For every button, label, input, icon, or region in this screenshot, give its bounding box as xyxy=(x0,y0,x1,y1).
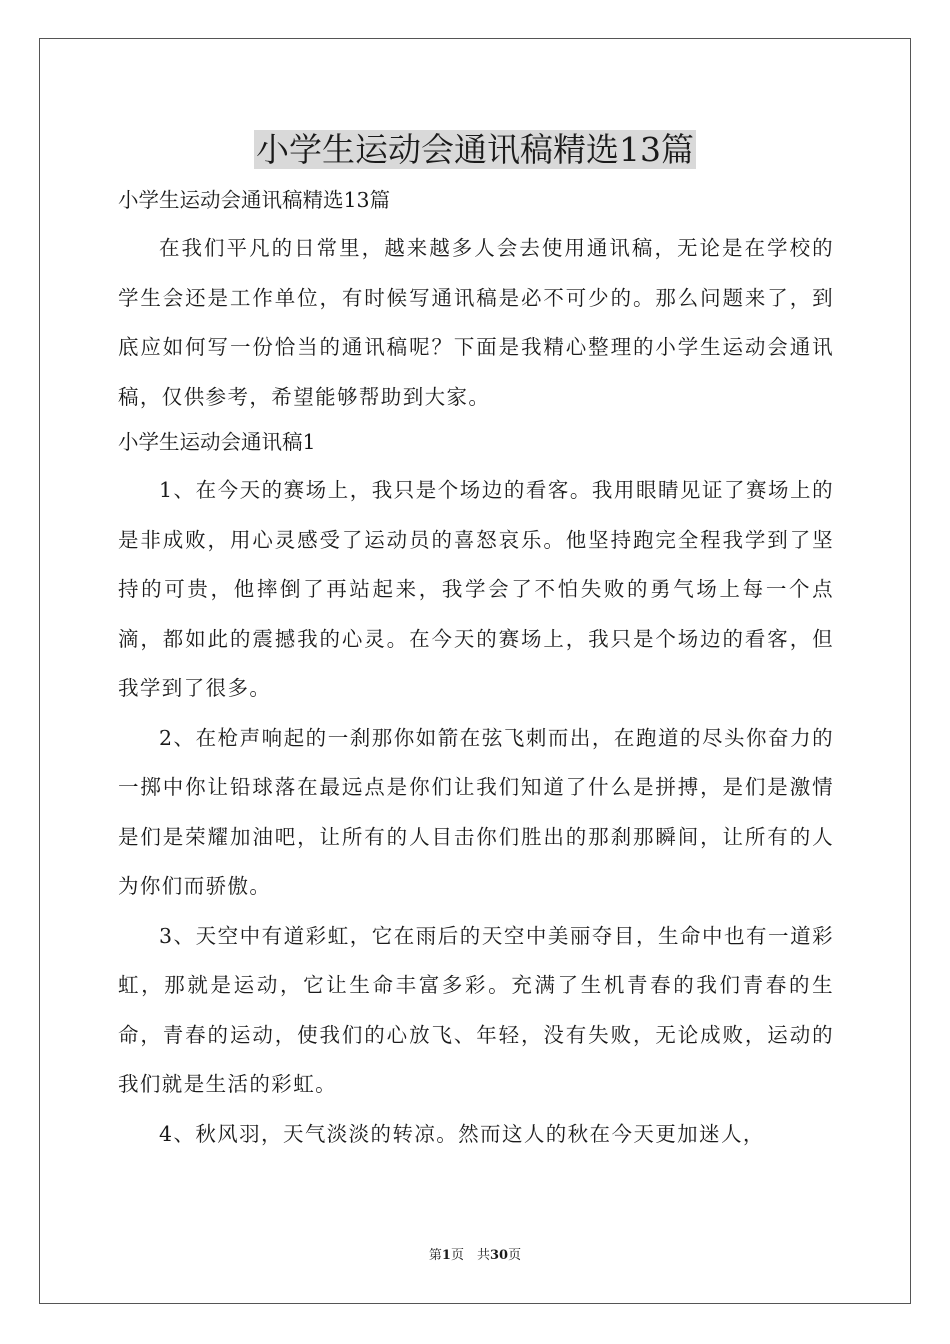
paragraph-1: 1、在今天的赛场上，我只是个场边的看客。我用眼睛见证了赛场上的是非成败，用心灵感受了运动员的喜怒哀乐。他坚持跑完全程我学到了坚持的可贵，他摔倒了再站起来，我学会了不怕失败的勇气场上每一个点滴，都如此的震撼我的心灵。在今天的赛场上，我只是个场边的看客，但我学到了很多。 xyxy=(118,478,834,700)
footer-page-suffix: 页 xyxy=(508,1248,522,1263)
section-heading: 小学生运动会通讯稿1 xyxy=(118,430,316,454)
paragraph-2: 2、在枪声响起的一刹那你如箭在弦飞刺而出，在跑道的尽头你奋力的一掷中你让铅球落在最远点是你们让我们知道了什么是拼搏，是们是激情是们是荣耀加油吧，让所有的人目击你们胜出的那刹那瞬间，让所有的人为你们而骄傲。 xyxy=(118,725,834,898)
document-title-text: 小学生运动会通讯稿精选13篇 xyxy=(256,130,694,169)
footer-page-prefix: 第 xyxy=(428,1248,442,1263)
document-subtitle: 小学生运动会通讯稿精选13篇 xyxy=(118,188,391,212)
document-body xyxy=(118,180,834,1159)
footer-total-pages: 30 xyxy=(489,1248,509,1263)
intro-paragraph: 在我们平凡的日常里，越来越多人会去使用通讯稿，无论是在学校的学生会还是工作单位，有时候写通讯稿是必不可少的。那么问题来了，到底应如何写一份恰当的通讯稿呢？下面是我精心整理的小学生运动会通讯稿，仅供参考，希望能够帮助到大家。 xyxy=(118,236,834,409)
paragraph-3: 3、天空中有道彩虹，它在雨后的天空中美丽夺目，生命中也有一道彩虹，那就是运动，它让生命丰富多彩。充满了生机青春的我们青春的生命，青春的运动，使我们的心放飞、年轻，没有失败，无论成败，运动的我们就是生活的彩虹。 xyxy=(118,923,834,1096)
footer-page-number: 1 xyxy=(441,1248,451,1263)
document-title xyxy=(0,128,950,172)
paragraph-4: 4、秋风羽，天气淡淡的转凉。然而这人的秋在今天更加迷人， xyxy=(159,1121,765,1146)
footer-page-middle: 页 共 xyxy=(450,1248,490,1263)
page-footer xyxy=(0,1247,950,1265)
